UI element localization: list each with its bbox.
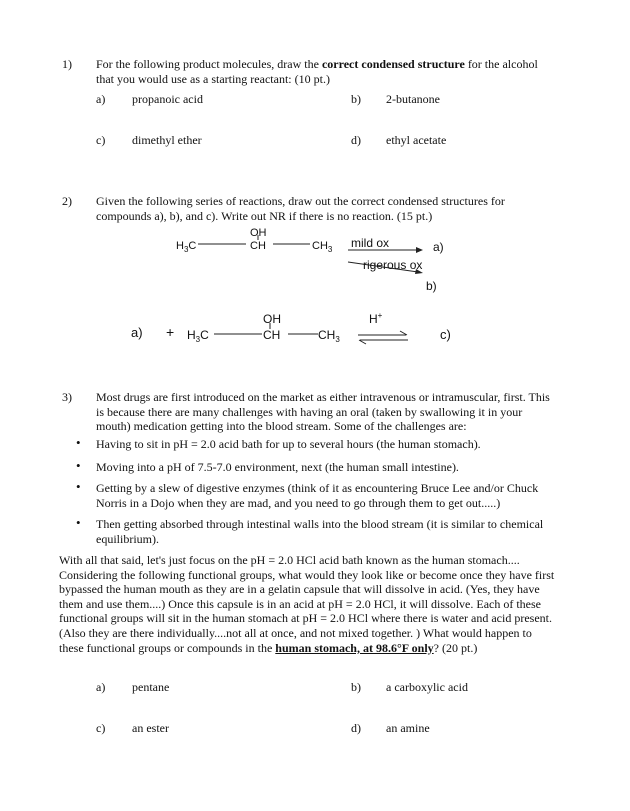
q3-para-last-end: ? (20 pt.) (433, 640, 478, 655)
r2-ch3-sub: 3 (335, 335, 340, 344)
q3-bullet-1: Having to sit in pH = 2.0 acid bath for up to several hours (the human stomach). (96, 437, 481, 451)
q2-prompt (96, 194, 576, 223)
q1-item-a-letter: a) (96, 92, 106, 106)
q3-para-line3: bypassed the human mouth as they are in a gelatin capsule that will dissolve in acid. (Yes, they have (59, 582, 540, 597)
q3-intro (96, 390, 576, 434)
q3-bullet-4-line1: Then getting absorbed through intestinal walls into the blood stream (it is similar to chemical (96, 517, 544, 531)
r1-h3c (176, 239, 196, 255)
r1-product-b: b) (426, 279, 437, 293)
q1-prompt-bold: correct condensed structure (321, 57, 465, 71)
r2-catalyst-plus: + (377, 311, 383, 320)
q3-number: 3) (62, 390, 72, 404)
r1-mild-ox: mild ox (351, 236, 390, 250)
q1-item-b-text: 2-butanone (386, 92, 440, 106)
q3-intro-line3: mouth) medication getting into the blood stream. Some of the challenges are: (96, 419, 467, 434)
q3-paragraph (59, 553, 589, 655)
q2-prompt-line1: Given the following series of reactions, draw out the correct condensed structures for (96, 194, 505, 208)
bullet-dot: • (76, 458, 81, 473)
r1-h-sub: 3 (183, 245, 189, 254)
q3-para-line1: With all that said, let's just focus on the pH = 2.0 HCl acid bath known as the human stomach.... (59, 553, 520, 567)
r1-c: C (188, 240, 197, 252)
r2-ch3-c: CH (318, 328, 336, 342)
q3-bullet-3 (96, 481, 576, 510)
r2-reactant-a: a) (131, 325, 143, 340)
q3-item-a-letter: a) (96, 680, 106, 694)
q3-para-line6: (Also they are there individually....not all at once, and not mixed together. ) What would happen to (59, 625, 532, 640)
r2-equilibrium-arrow (356, 330, 412, 346)
r1-product-a: a) (433, 240, 444, 254)
r2-h3c (187, 328, 209, 345)
r2-catalyst-h: H (369, 312, 378, 326)
bullet-dot: • (76, 435, 81, 450)
q1-item-b-letter: b) (351, 92, 361, 106)
q1-prompt-start: For the following product molecules, draw the (96, 57, 322, 71)
r1-ch3 (312, 239, 332, 255)
q3-intro-line1: Most drugs are first introduced on the market as either intravenous or intramuscular, first. This (96, 390, 550, 404)
q2-prompt-line2: compounds a), b), and c). Write out NR if there is no reaction. (15 pt.) (96, 208, 433, 223)
q3-item-c-letter: c) (96, 721, 106, 735)
r2-product-c: c) (440, 327, 451, 342)
r2-ch3 (318, 328, 340, 345)
q1-prompt-line2: that you would use as a starting reactant: (10 pt.) (96, 71, 330, 86)
bullet-dot: • (76, 515, 81, 530)
q3-bullet-4-line2: equilibrium). (96, 531, 159, 546)
q1-prompt (96, 57, 576, 86)
r2-oh: OH (263, 312, 281, 326)
q1-item-d-text: ethyl acetate (386, 133, 447, 147)
q3-item-d-text: an amine (386, 721, 430, 735)
q3-item-a-text: pentane (132, 680, 170, 694)
q3-item-d-letter: d) (351, 721, 361, 735)
q3-para-line5: functional groups will sit in the human stomach at pH = 2.0 HCl where there is water and acid present. (59, 611, 552, 626)
q1-item-c-text: dimethyl ether (132, 133, 202, 147)
q3-item-b-letter: b) (351, 680, 361, 694)
q3-item-b-text: a carboxylic acid (386, 680, 468, 694)
q3-para-last-start: these functional groups or compounds in the (59, 640, 276, 655)
q3-para-line4: them and use them....) Once this capsule is in an acid at pH = 2.0 HCl, it will dissolve. Each of these (59, 596, 541, 611)
q1-item-a-text: propanoic acid (132, 92, 203, 106)
r1-rigorous-ox: rigerous ox (363, 258, 423, 272)
q2-number: 2) (62, 194, 72, 208)
r2-h: H (187, 328, 196, 342)
q3-bullet-4 (96, 517, 576, 546)
q1-prompt-end: for the alcohol (464, 57, 538, 71)
r2-catalyst (369, 312, 382, 329)
q3-item-c-text: an ester (132, 721, 169, 735)
q3-para-line2: Considering the following functional groups, what would they look like or become once they have first (59, 567, 555, 582)
r2-h-sub: 3 (195, 335, 201, 344)
r1-ch3-sub: 3 (327, 245, 333, 254)
r1-oh: OH (250, 227, 267, 239)
r2-ch: CH (263, 328, 281, 342)
r2-c: C (200, 328, 209, 342)
q1-number: 1) (62, 57, 72, 71)
q3-bullet-2: Moving into a pH of 7.5-7.0 environment, next (the human small intestine). (96, 460, 459, 474)
q1-item-c-letter: c) (96, 133, 106, 147)
q3-intro-line2: is because there are many challenges with having an oral (taken by swallowing it in your (96, 404, 523, 419)
q3-para-emphasis: human stomach, at 98.6°F only (275, 640, 434, 655)
bullet-dot: • (76, 479, 81, 494)
r2-plus: + (166, 324, 175, 340)
r1-ch3-c: CH (312, 240, 328, 252)
r1-h: H (176, 240, 184, 252)
r1-ch: CH (250, 240, 266, 252)
q3-bullet-3-line1: Getting by a slew of digestive enzymes (think of it as encountering Bruce Lee and/or Chuck (96, 481, 539, 495)
q3-bullet-3-line2: Norris in a Dojo when they are mad, and you need to go through them to get out.....) (96, 495, 501, 510)
q1-item-d-letter: d) (351, 133, 361, 147)
